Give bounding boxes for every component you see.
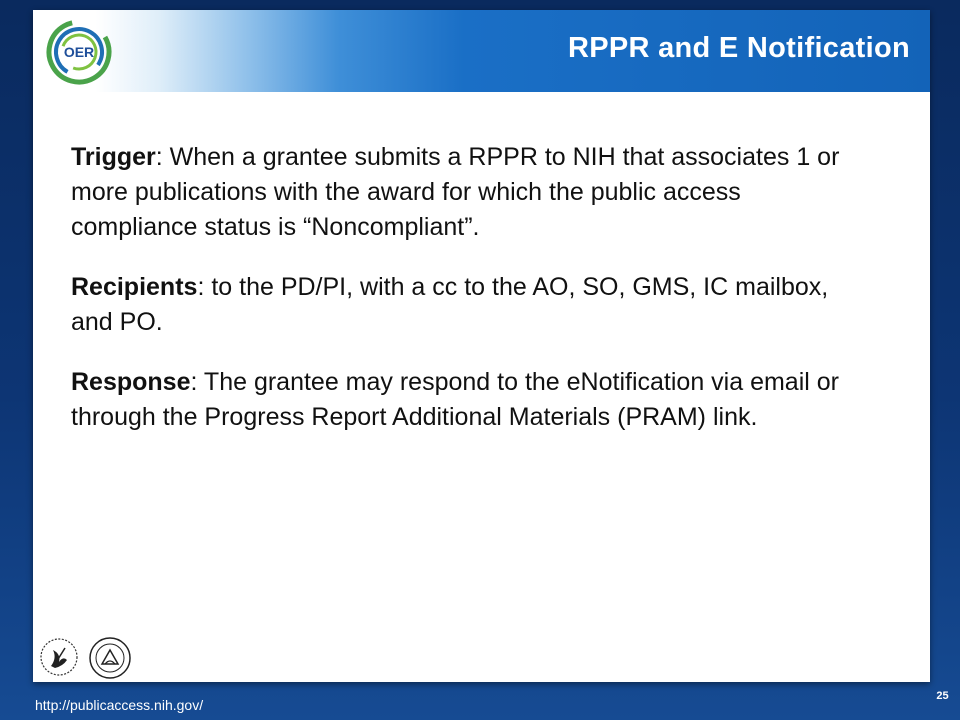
response-paragraph xyxy=(71,365,871,435)
slide-body xyxy=(71,140,871,460)
trigger-text: : When a grantee submits a RPPR to NIH that associates 1 or more publications with the award for which the public access compliance status is “Noncompliant”. xyxy=(71,143,840,241)
footer-url[interactable]: http://publicaccess.nih.gov/ xyxy=(35,697,204,713)
response-label: Response xyxy=(71,368,191,396)
slide-header xyxy=(33,10,930,92)
recipients-text: : to the PD/PI, with a cc to the AO, SO, GMS, IC mailbox, and PO. xyxy=(71,273,829,336)
slide xyxy=(33,10,930,682)
oer-logo-icon xyxy=(39,18,119,86)
page-number: 25 xyxy=(936,690,949,702)
hhs-seal-icon xyxy=(39,636,79,678)
logo-text: OER xyxy=(63,44,95,60)
trigger-label: Trigger xyxy=(71,143,156,171)
recipients-paragraph xyxy=(71,270,871,340)
response-text: : The grantee may respond to the eNotification via email or through the Progress Report Additional Materials (PRAM) link. xyxy=(71,368,839,431)
slide-title: RPPR and E Notification xyxy=(567,32,910,64)
recipients-label: Recipients xyxy=(71,273,198,301)
trigger-paragraph xyxy=(71,140,871,245)
nih-seal-icon xyxy=(88,636,132,680)
